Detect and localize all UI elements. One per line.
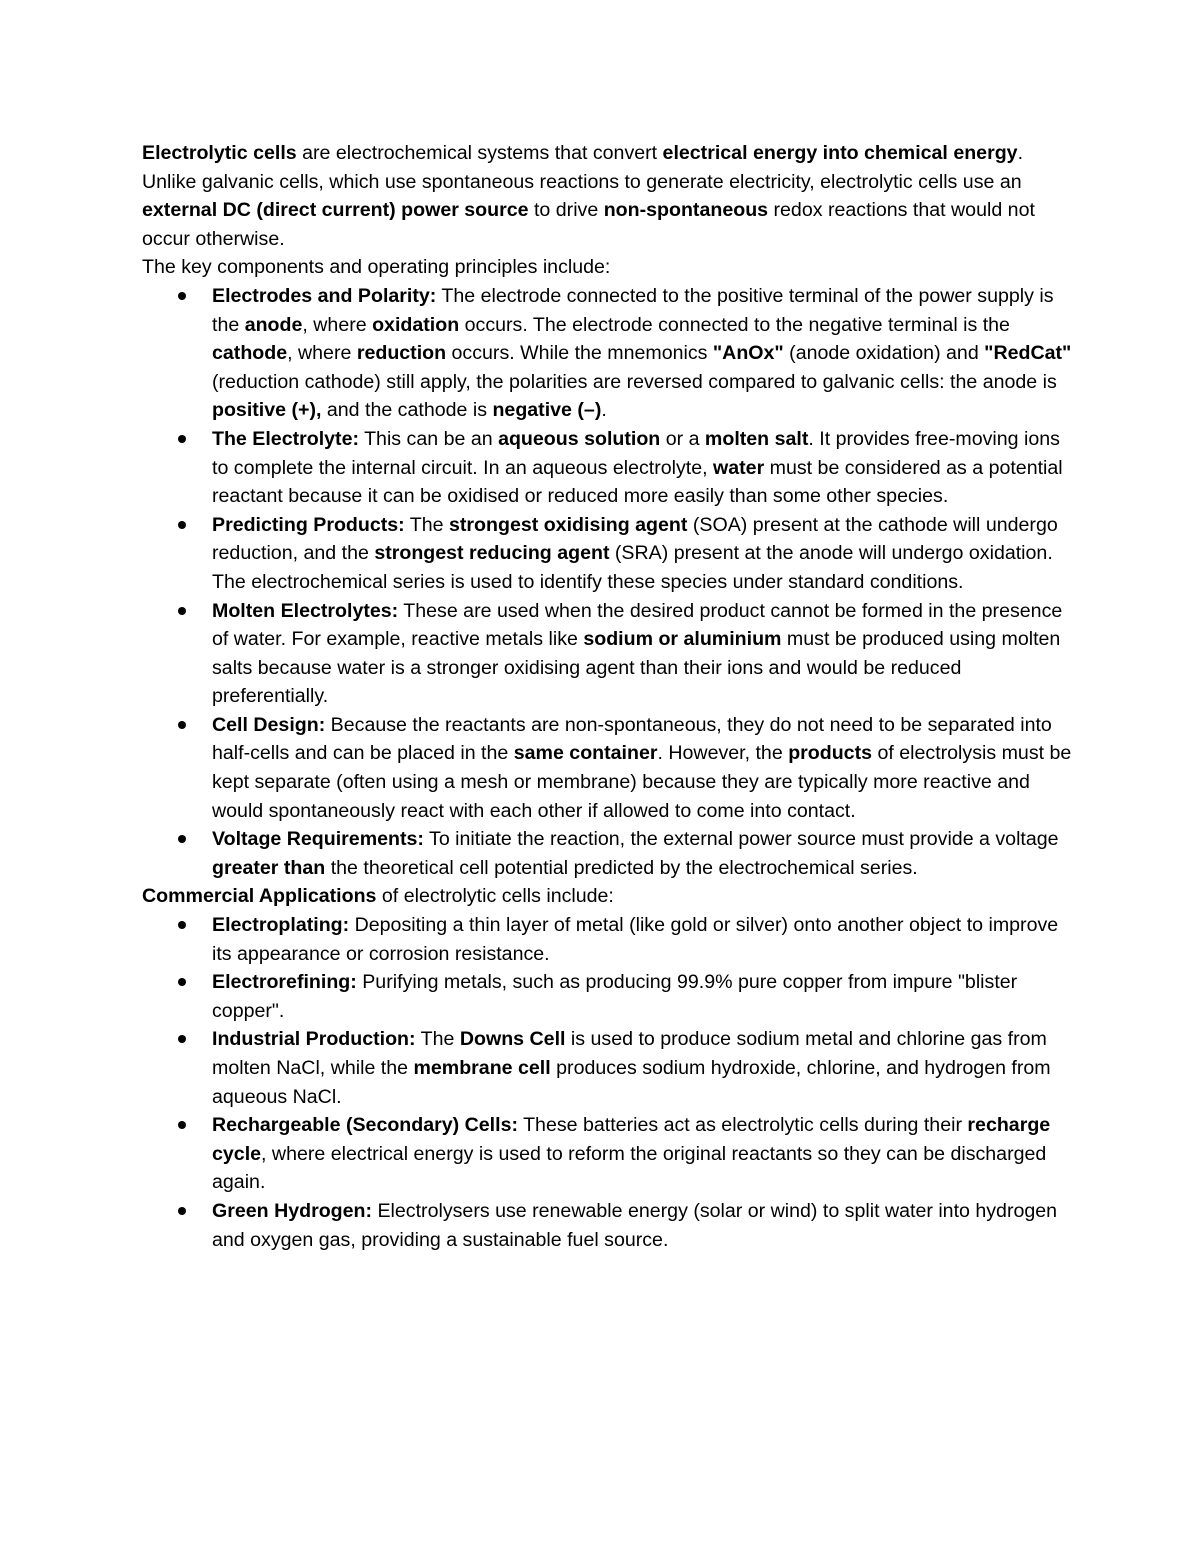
bullet-icon xyxy=(178,835,186,843)
bold-text: Downs Cell xyxy=(459,1028,566,1051)
body-text: must be considered as a potential reactant because it can be oxidised or reduced more easily than some other species. xyxy=(212,456,1063,508)
bullet-icon xyxy=(178,607,186,615)
body-text: . Unlike galvanic cells, which use spontaneous reactions to generate electricity, electrolytic cells use an xyxy=(142,142,1024,193)
bold-text: Electrodes and Polarity: xyxy=(212,284,437,307)
bold-text: positive (+), xyxy=(212,399,322,422)
list-item xyxy=(212,511,1072,597)
document-page xyxy=(142,139,1072,1254)
bold-text: Predicting Products: xyxy=(212,513,405,536)
bold-text: Electroplating: xyxy=(212,914,350,937)
body-text: produces sodium hydroxide, chlorine, and hydrogen from aqueous NaCl. xyxy=(212,1057,1051,1108)
bold-text: membrane cell xyxy=(413,1057,551,1079)
components-heading xyxy=(142,253,1072,282)
body-text: The electrode connected to the positive terminal of the power supply is the xyxy=(212,284,1054,336)
components-list xyxy=(142,282,1072,882)
body-text: , where xyxy=(302,313,373,336)
bullet-icon xyxy=(178,921,186,929)
bullet-icon xyxy=(178,521,186,529)
bold-text: Electrorefining: xyxy=(212,971,357,994)
bold-text: Molten Electrolytes: xyxy=(212,599,399,622)
list-item xyxy=(212,282,1072,425)
bold-text: Green Hydrogen: xyxy=(212,1199,373,1222)
bold-text: water xyxy=(713,456,765,479)
body-text: , where xyxy=(287,342,357,365)
list-item xyxy=(212,425,1072,511)
body-text: must be produced using molten salts because water is a stronger oxidising agent than their ions and would be reduced preferentially. xyxy=(212,628,1061,708)
list-item xyxy=(212,597,1072,711)
bullet-icon xyxy=(178,1121,186,1129)
bold-text: aqueous solution xyxy=(498,427,661,450)
body-text: redox reactions that would not occur otherwise. xyxy=(142,199,1035,250)
intro-paragraph xyxy=(142,139,1072,253)
bullet-icon xyxy=(178,292,186,300)
bold-text: "AnOx" xyxy=(712,342,784,365)
body-text: . However, the xyxy=(657,742,789,765)
body-text: or a xyxy=(660,427,705,450)
body-text: (SRA) present at the anode will undergo oxidation. The electrochemical series is used to identify these species under standard conditions. xyxy=(212,542,1053,593)
body-text: These are used when the desired product cannot be formed in the presence of water. For example, reactive metals like xyxy=(212,599,1063,651)
bold-text: Rechargeable (Secondary) Cells: xyxy=(212,1114,518,1137)
applications-list xyxy=(142,911,1072,1254)
body-text: the theoretical cell potential predicted by the electrochemical series. xyxy=(325,856,918,879)
bold-text: strongest oxidising agent xyxy=(449,513,688,536)
body-text: The xyxy=(415,1028,460,1051)
body-text: The key components and operating principles include: xyxy=(142,256,611,279)
body-text: Purifying metals, such as producing 99.9% pure copper from impure "blister copper". xyxy=(212,971,1018,1022)
body-text: of electrolytic cells include: xyxy=(376,885,614,908)
bold-text: electrical energy into chemical energy xyxy=(662,142,1018,164)
bold-text: recharge cycle xyxy=(212,1114,1051,1165)
list-item xyxy=(212,1111,1072,1197)
list-item xyxy=(212,825,1072,882)
body-text: The xyxy=(404,513,449,536)
body-text: are electrochemical systems that convert xyxy=(296,142,663,164)
bold-text: molten salt xyxy=(704,427,809,450)
body-text: , where electrical energy is used to reform the original reactants so they can be discharged again. xyxy=(212,1142,1047,1194)
body-text: to drive xyxy=(528,199,604,222)
bold-text: negative (–) xyxy=(492,399,602,422)
body-text: Electrolysers use renewable energy (solar or wind) to split water into hydrogen and oxygen gas, providing a sustainable fuel source. xyxy=(212,1199,1058,1251)
bold-text: same container xyxy=(513,742,658,765)
bold-text: oxidation xyxy=(372,313,460,336)
body-text: occurs. While the mnemonics xyxy=(446,342,713,365)
body-text: and the cathode is xyxy=(321,399,493,422)
bullet-icon xyxy=(178,978,186,986)
bold-text: anode xyxy=(244,313,303,336)
body-text: To initiate the reaction, the external power source must provide a voltage xyxy=(423,828,1059,851)
body-text: Depositing a thin layer of metal (like gold or silver) onto another object to improve its appearance or corrosion resistance. xyxy=(212,914,1059,965)
bold-text: The Electrolyte: xyxy=(212,427,359,450)
body-text: This can be an xyxy=(359,427,499,450)
body-text: is used to produce sodium metal and chlorine gas from molten NaCl, while the xyxy=(212,1028,1047,1079)
applications-heading xyxy=(142,882,1072,911)
body-text: Because the reactants are non-spontaneous, they do not need to be separated into half-cells and can be placed in the xyxy=(212,713,1052,765)
bold-text: non-spontaneous xyxy=(603,199,769,222)
bold-text: Industrial Production: xyxy=(212,1028,416,1051)
bold-text: products xyxy=(788,742,873,765)
bold-text: Cell Design: xyxy=(212,713,326,736)
bold-text: external DC (direct current) power source xyxy=(142,199,529,222)
bold-text: cathode xyxy=(212,342,288,365)
body-text: occurs. The electrode connected to the negative terminal is the xyxy=(459,313,1010,336)
bold-text: Electrolytic cells xyxy=(142,142,297,164)
list-item xyxy=(212,1197,1072,1254)
bold-text: Commercial Applications xyxy=(142,885,377,908)
bold-text: reduction xyxy=(356,342,447,365)
body-text: (SOA) present at the cathode will undergo reduction, and the xyxy=(212,513,1058,565)
body-text: These batteries act as electrolytic cells during their xyxy=(518,1114,968,1137)
bold-text: strongest reducing agent xyxy=(374,542,610,565)
bold-text: "RedCat" xyxy=(984,342,1072,365)
bullet-icon xyxy=(178,435,186,443)
list-item xyxy=(212,1025,1072,1111)
list-item xyxy=(212,968,1072,1025)
bullet-icon xyxy=(178,1207,186,1215)
bullet-icon xyxy=(178,721,186,729)
bullet-icon xyxy=(178,1035,186,1043)
bold-text: Voltage Requirements: xyxy=(212,828,424,851)
list-item xyxy=(212,711,1072,825)
bold-text: sodium or aluminium xyxy=(583,628,782,651)
body-text: . It provides free-moving ions to complete the internal circuit. In an aqueous electrolyte, xyxy=(212,427,1060,479)
body-text: of electrolysis must be kept separate (often using a mesh or membrane) because they are typically more reactive and would spontaneously react with each other if allowed to come into contact. xyxy=(212,742,1072,822)
body-text: (anode oxidation) and xyxy=(783,342,985,365)
bold-text: greater than xyxy=(212,856,326,879)
body-text: (reduction cathode) still apply, the polarities are reversed compared to galvanic cells: the anode is xyxy=(212,370,1057,393)
body-text: . xyxy=(601,399,607,422)
list-item xyxy=(212,911,1072,968)
